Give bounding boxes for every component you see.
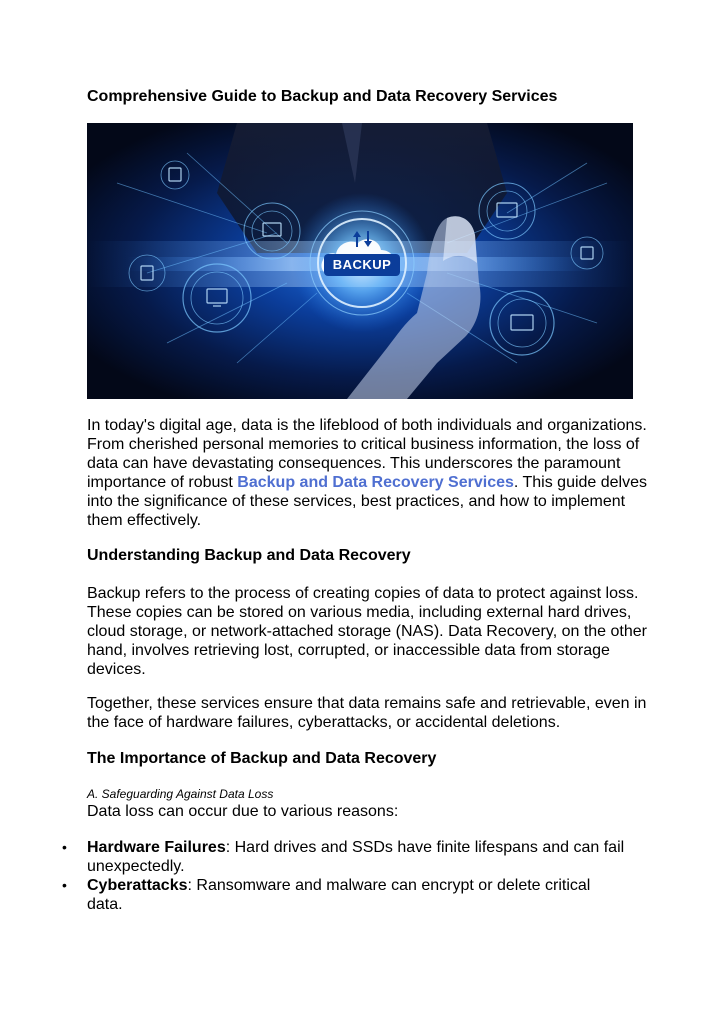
section2-subheading: A. Safeguarding Against Data Loss — [87, 787, 274, 801]
bullet-term: Cyberattacks — [87, 877, 188, 894]
bullet-text: : Hard drives and SSDs have finite lifespans and can fail unexpectedly. — [87, 839, 625, 875]
section1-paragraph-2: Together, these services ensure that data remains safe and retrievable, even in the face of hardware failures, cyberattacks, or accidental deletions. — [87, 695, 647, 731]
bullet-text: : Ransomware and malware can encrypt or delete critical data. — [87, 877, 591, 913]
list-item — [0, 838, 627, 876]
section2-heading: The Importance of Backup and Data Recovery — [87, 750, 437, 767]
intro-paragraph — [87, 416, 647, 530]
backup-badge-label: BACKUP — [332, 257, 392, 272]
bullet-icon: • — [62, 839, 67, 855]
intro-text-before: In today's digital age, data is the lifeblood of both individuals and organizations. From cherished personal memories to critical business information, the loss of data can have devastating consequences. This underscores the paramount importance of robust — [87, 417, 647, 491]
section1-heading: Understanding Backup and Data Recovery — [87, 547, 411, 564]
bullet-icon: • — [62, 877, 67, 893]
hero-image — [87, 123, 633, 399]
section2-lead: Data loss can occur due to various reasons: — [87, 803, 399, 820]
document-title: Comprehensive Guide to Backup and Data Recovery Services — [87, 88, 558, 105]
section1-paragraph-1: Backup refers to the process of creating copies of data to protect against loss. These copies can be stored on various media, including external hard drives, cloud storage, or network-attached storage (NAS). Data Recovery, on the other hand, involves retrieving lost, corrupted, or inaccessible data from storage devices. — [87, 585, 647, 678]
reasons-list — [0, 838, 720, 914]
bullet-term: Hardware Failures — [87, 839, 226, 856]
backup-recovery-link[interactable]: Backup and Data Recovery Services — [237, 474, 514, 491]
intro-text-after: . This guide delves into the significance of these services, best practices, and how to implement them effectively. — [87, 474, 648, 529]
list-item — [0, 876, 627, 914]
